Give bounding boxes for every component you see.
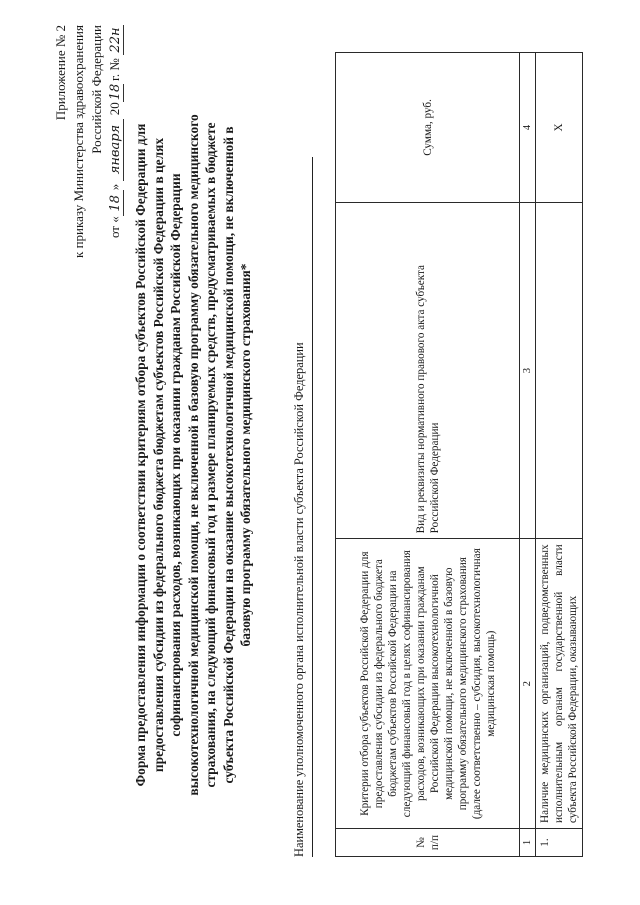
- date-year-prefix: 20: [107, 102, 122, 116]
- table-row: [536, 53, 583, 857]
- date-day: 18: [109, 190, 124, 216]
- title-line: базовую программу обязательного медицинского страхования*: [238, 263, 253, 647]
- table-header-row: [336, 53, 520, 857]
- title-line: субъекта Российской Федерации на оказание высокотехнологичной медицинской помощи, не включенной в: [220, 126, 236, 784]
- header-legal-act: Вид и реквизиты нормативного правового акта субъекта Российской Федерации: [336, 202, 520, 539]
- criteria-table: [335, 52, 583, 857]
- appendix-order-ref: к приказу Министерства здравоохранения: [71, 25, 86, 258]
- column-number: 1: [520, 829, 536, 857]
- date-year: 18: [108, 83, 123, 101]
- appendix-block: [52, 25, 124, 265]
- org-name-label: Наименование уполномоченного органа исполнительной власти субъекта Российской Федерации: [292, 342, 306, 857]
- title-line: Форма предоставления информации о соответствии критериям отбора субъектов Российской Федерации для: [133, 123, 148, 787]
- appendix-number: Приложение № 2: [53, 25, 68, 121]
- row-number: 1.: [536, 829, 583, 857]
- form-title: [132, 45, 255, 865]
- appendix-date-line: [106, 25, 124, 265]
- row-criterion: Наличие медицинских организаций, подведомственных исполнительным органам государственной власти субъекта Российской Федерации, оказывающих: [536, 539, 583, 829]
- header-num: № п/п: [336, 829, 520, 857]
- title-line: высокотехнологичной медицинской помощи, не включенной в базовую программу обязательного медицинского: [185, 114, 201, 796]
- order-number: 22н: [109, 25, 124, 55]
- header-criteria: Критерии отбора субъектов Российской Федерации для предоставления субсидии из федерального бюджета бюджетам субъектов Российской Федерации на следующий финансовый год в целях софинансирования расходов, возникающих при оказании гражданам Российской Федерации высокотехнологичной медицинской помощи, не включенной в базовую программу обязательного медицинского страхования (далее соответственно – субсидия, высокотехнологичная медицинская помощь): [336, 539, 520, 829]
- order-number-label: г. №: [107, 58, 122, 82]
- row-legal-act: [536, 202, 583, 539]
- column-number: 4: [520, 53, 536, 203]
- title-line: софинансирования расходов, возникающих при оказании гражданам Российской Федерации: [168, 173, 183, 737]
- date-prefix: от «: [107, 216, 122, 239]
- column-number-row: [520, 53, 536, 857]
- column-number: 3: [520, 202, 536, 539]
- column-number: 2: [520, 539, 536, 829]
- date-month: января: [109, 119, 124, 181]
- title-line: страхования, на следующий финансовый год и размере планируемых средств, предусматриваемых в бюджете: [203, 122, 218, 788]
- row-sum: Х: [536, 53, 583, 203]
- title-line: предоставления субсидии из федерального бюджета бюджетам субъектов Российской Федерации в целях: [150, 137, 166, 773]
- appendix-ministry: Российской Федерации: [89, 25, 104, 154]
- header-sum: Сумма, руб.: [336, 53, 520, 203]
- org-name-field: [292, 47, 307, 857]
- date-quote: »: [107, 183, 122, 191]
- org-name-underline: [312, 157, 313, 857]
